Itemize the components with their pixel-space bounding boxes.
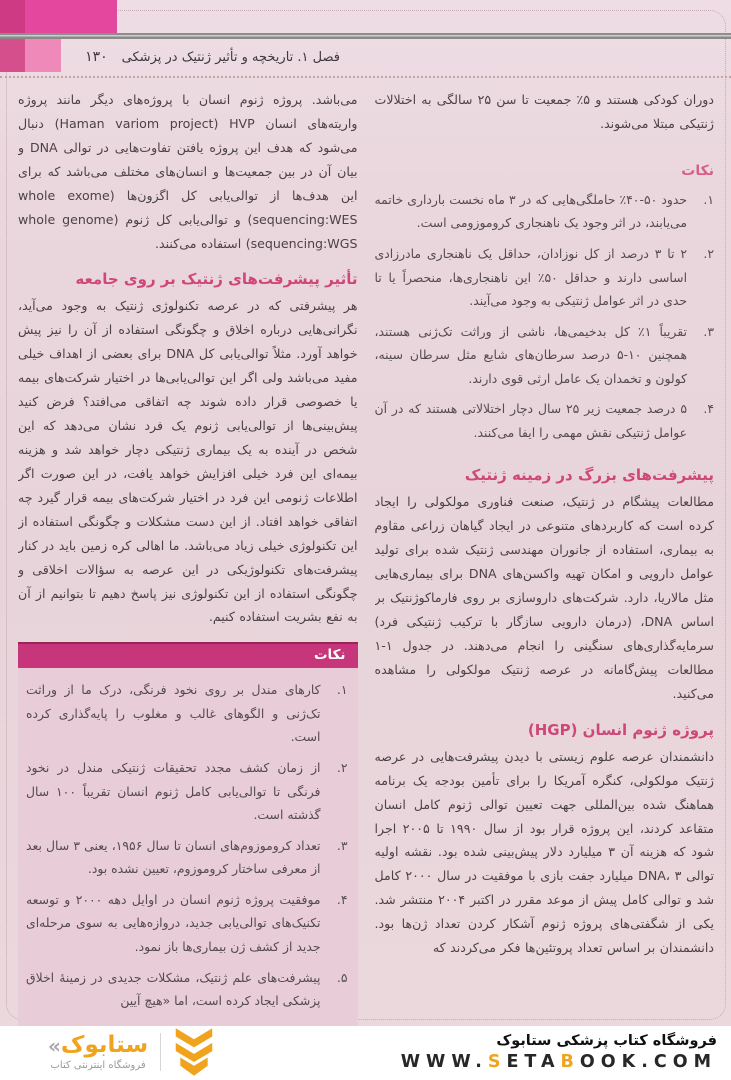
chapter-header	[66, 45, 340, 69]
list-item-text: از زمان کشف مجدد تحقیقات ژنتیکی مندل در نخود فرنگی تا توالی‌یابی کامل ژنوم انسان تقریباً ۱۰۰ سال گذشته است.	[26, 760, 321, 823]
notes-banner: نکات	[18, 642, 358, 668]
page-number: ۱۳۰	[85, 49, 108, 65]
logo-divider	[160, 1033, 161, 1071]
header-dotted-line	[0, 76, 731, 78]
paragraph: می‌باشد. پروژه ژنوم انسان با پروژه‌های دیگر مانند پروژه واریته‌های انسان HVP‏ (Haman variom project) دنبال می‌شود که هدف این پروژه یافتن تفاوت‌هایی در توالی DNA و بیان آن در بین جمعیت‌ها و انسان‌های مختلف می‌باشد که برای این هدف‌ها از توالی‌یابی کل اگزون‌ها (whole exome sequencing:WES) و توالی‌یابی کل ژنوم (whole genome sequencing:WGS) استفاده می‌کنند.	[18, 92, 358, 251]
list-item-text: ۵ درصد جمعیت زیر ۲۵ سال دچار اختلالاتی هستند که در آن عوامل ژنتیکی نقش مهمی را ایفا می‌کنند.	[374, 401, 687, 440]
logo-wordmark	[48, 1031, 149, 1071]
notes-list	[26, 678, 348, 1012]
notes-list	[375, 188, 715, 452]
logo-name: ستابوک	[60, 1031, 149, 1058]
list-item	[375, 188, 715, 235]
list-item	[375, 320, 715, 391]
list-item-number: ۳.	[703, 323, 714, 339]
paragraph: دانشمندان عرصه علوم زیستی با دیدن پیشرفت‌هایی در عرصه ژنتیک مولکولی، کنگره آمریکا را برای تأمین بودجه یک برنامه هماهنگ شده بین‌المللی جهت تعیین توالی ژنوم کامل انسان متقاعد کردند، این پروژه قرار بود از سال ۱۹۹۰ تا ۲۰۰۵ اجرا شود که هزینه آن ۳ میلیارد دلار پیش‌بینی شده بود. نقشه اولیه توالی DNA، ۳ میلیارد جفت بازی با موفقیت در سال ۲۰۰۰ کامل شد و توالی کامل پیش از موعد مقرر در اکتبر ۲۰۰۴ منتشر شد. یکی از شگفتی‌های پروژه ژنوم آشکار کردن تعداد ژن‌ها بود. دانشمندان بر اساس تعداد پروتئین‌ها فکر می‌کردند که	[374, 748, 714, 956]
list-item-text: کارهای مندل بر روی نخود فرنگی، درک ما از وراثت تک‌ژنی و الگوهای غالب و مغلوب را پایه‌گذاری کرده است.	[26, 682, 321, 745]
list-item	[26, 966, 348, 1013]
section-heading-hgp: پروژه ژنوم انسان (HGP)	[527, 720, 714, 739]
chapter-title: فصل ۱. تاریخچه و تأثیر ژنتیک در پزشکی	[121, 49, 340, 65]
list-item-text: موفقیت پروژه ژنوم انسان در اوایل دهه ۲۰۰۰ و توسعه تکنیک‌های توالی‌یابی جدید، دروازه‌هایی به سوی مرحله‌ای جدید از کشف ژن بیماری‌ها باز نمود.	[26, 891, 321, 954]
header-pink-block-bottom	[25, 39, 61, 72]
section-heading-genetic-advances: پیشرفت‌های بزرگ در زمینه ژنتیک	[464, 466, 714, 485]
list-item-number: ۱.	[703, 191, 714, 207]
header-pink-block-top	[25, 0, 117, 33]
list-item	[26, 888, 348, 959]
guillemet-mark: «	[48, 1033, 61, 1058]
list-item-number: ۲.	[703, 245, 714, 261]
footer	[0, 1026, 731, 1080]
list-item-number: ۵.	[336, 969, 348, 985]
list-item	[26, 834, 348, 881]
list-item-number: ۳.	[336, 837, 348, 853]
chevron-logo-icon	[173, 1027, 215, 1077]
header-pink-block-edge	[0, 0, 25, 33]
list-item-text: تقریباً ۱٪ کل بدخیمی‌ها، ناشی از وراثت تک‌ژنی هستند، همچنین ۱۰-۵ درصد سرطان‌های شایع مثل سرطان سینه، کولون و تخمدان یک عامل ارثی قوی دارند.	[374, 323, 687, 386]
notes-heading: نکات	[681, 162, 714, 179]
paragraph: هر پیشرفتی که در عرصه تکنولوژی ژنتیک به وجود می‌آید، نگرانی‌هایی درباره اخلاق و چگونگی استفاده از آن را نیز پیش خواهد آورد. مثلاً توالی‌یابی کل DNA برای بعضی از اهداف خیلی مفید می‌باشد ولی اگر این توالی‌یابی‌ها در اختیار شرکت‌های بیمه یا خصوصی قرار داده شوند چه اتفاقی می‌افتد؟ فرض کنید پیش‌بینی‌ها از توالی‌یابی ژنوم یک فرد نشان می‌دهد که این شخص در آینده به یک بیماری ژنتیکی دچار خواهد شد و هزینه بیمه‌ای این فرد خیلی افزایش خواهد یافت، در این صورت اگر اطلاعات ژنومی این فرد در اختیار شرکت‌های بیمه قرار گیرد چه اتفاقی خواهد افتاد. از این دست مشکلات و چگونگی استفاده از این تکنولوژی خیلی زیاد می‌باشد. ما اهالی کره زمین باید در کنار پیشرفت‌های تکنولوژیکی در این عرصه به سؤالات اخلاقی و چگونگی استفاده از این تکنولوژی نیز پاسخ دهیم تا بتوانیم از آن به نفع بشریت استفاده کنیم.	[18, 298, 358, 625]
logo-tagline: فروشگاه اینترنتی کتاب	[50, 1059, 146, 1071]
right-column	[375, 88, 715, 1026]
list-item-text: ۲ تا ۳ درصد از کل نوزادان، حداقل یک ناهنجاری مادرزادی اساسی دارند و حداقل ۵۰٪ این ناهنجاری‌ها، منحصراً یا تا حدی در اثر عوامل ژنتیکی به وجود می‌آیند.	[374, 245, 688, 309]
list-item	[375, 242, 715, 313]
footer-store-block	[401, 1033, 717, 1072]
page-columns	[18, 88, 714, 1026]
list-item-text: پیشرفت‌های علم ژنتیک، مشکلات جدیدی در زمینهٔ اخلاق پزشکی ایجاد کرده است، اما «هیچ آیین	[26, 969, 321, 1009]
list-item-number: ۴.	[703, 401, 714, 417]
list-item	[26, 678, 348, 749]
list-item-text: تعداد کروموزوم‌های انسان تا سال ۱۹۵۶، یعنی ۳ سال بعد از معرفی ساختار کروموزوم، تعیین نشده بود.	[26, 837, 321, 877]
section-heading-society-impact: تأثیر پیشرفت‌های ژنتیک بر روی جامعه	[75, 270, 358, 289]
list-item	[375, 397, 715, 444]
store-name: فروشگاه کتاب پزشکی ستابوک	[496, 1032, 717, 1049]
list-item	[26, 756, 348, 827]
header-gray-rule	[0, 33, 731, 39]
header-pink-block-bottom-edge	[0, 39, 25, 72]
left-column	[18, 88, 358, 1026]
list-item-number: ۴.	[336, 891, 348, 907]
setabook-logo	[48, 1027, 215, 1077]
paragraph-intro: دوران کودکی هستند و ۵٪ جمعیت تا سن ۲۵ سالگی به اختلالات ژنتیکی مبتلا می‌شوند.	[374, 92, 714, 131]
notes-box	[18, 668, 358, 1026]
paragraph: مطالعات پیشگام در ژنتیک، صنعت فناوری مولکولی را ایجاد کرده است که کاربردهای متنوعی در ایجاد گیاهان زراعی مقاوم به بیماری، استفاده از جانوران مهندسی ژنتیک شده برای تولید عوامل دارویی و امکان تهیه واکسن‌های DNA برای بیماری‌هایی مثل مالاریا، دارد. شرکت‌های داروسازی بر روی فارماکوژنتیک بر اساس DNA، (درمان دارویی سازگار با ترکیب ژنتیکی فرد) سرمایه‌گذاری‌های سنگینی را انجام می‌دهند. در جدول ۱-۱ مطالعات پیش‌گامانه در عرصه ژنتیک مولکولی را مشاهده می‌کنید.	[374, 494, 714, 701]
list-item-number: ۲.	[336, 760, 348, 776]
website-url: WWW.SETABOOK.COM	[400, 1051, 717, 1072]
list-item-text: حدود ۵۰-۴۰٪ حاملگی‌هایی که در ۳ ماه نخست بارداری خاتمه می‌یابند، در اثر وجود یک ناهنجاری کروموزومی است.	[374, 191, 688, 231]
list-item-number: ۱.	[336, 682, 348, 698]
